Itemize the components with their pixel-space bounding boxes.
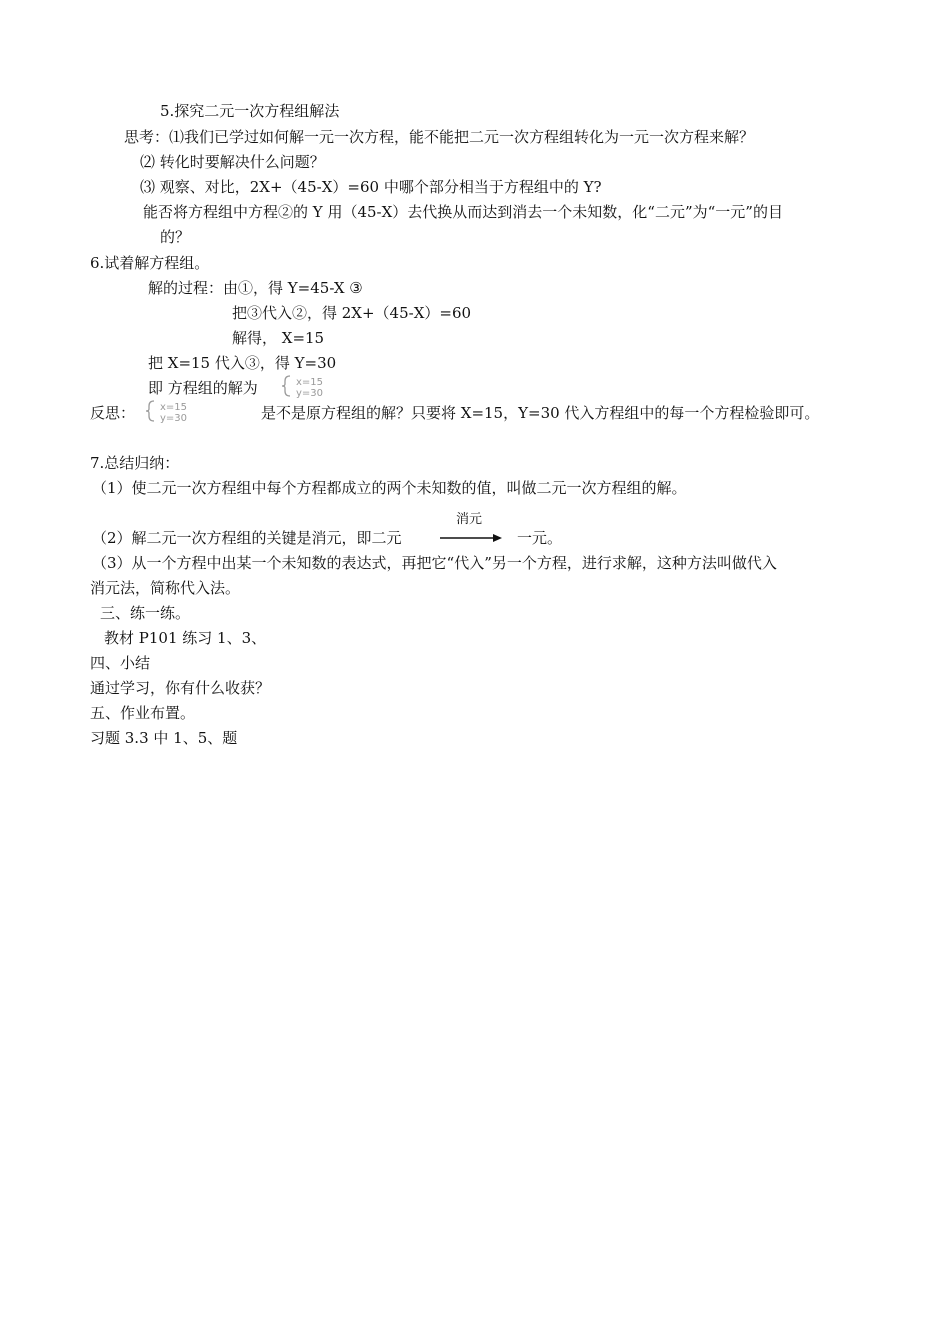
equation-system-image-1 <box>282 374 374 398</box>
equation-system-image-2 <box>146 399 242 423</box>
solution-step-4: 把 X=15 代入③，得 Y=30 <box>148 354 337 372</box>
summary-question: 通过学习，你有什么收获？ <box>90 679 271 697</box>
solution-y-2: y=30 <box>160 413 188 423</box>
homework-text: 习题 3.3 中 1、5、题 <box>90 729 238 747</box>
reflection-label: 反思： <box>90 404 136 422</box>
arrow-label: 消元 <box>456 512 483 527</box>
solution-result-label: 即 方程组的解为 <box>148 379 258 397</box>
solution-x-2: x=15 <box>160 402 188 413</box>
think-question-1: 思考：⑴我们已学过如何解一元一次方程，能不能把二元一次方程组转化为一元一次方程来解？ <box>124 128 755 146</box>
section-3-heading: 三、练一练。 <box>100 604 191 622</box>
section-7-heading: 7.总结归纳： <box>90 454 180 472</box>
summary-point-2-part-2: 一元。 <box>517 529 563 547</box>
section-4-heading: 四、小结 <box>90 654 151 672</box>
think-question-4: 能否将方程组中方程②的 Y 用（45-X）去代换从而达到消去一个未知数，化“二元”为“一元”的目 <box>143 203 783 221</box>
solution-y: y=30 <box>296 388 324 398</box>
summary-point-3-cont: 消元法，简称代入法。 <box>90 579 241 597</box>
summary-point-3: （3）从一个方程中出某一个未知数的表达式，再把它“代入”另一个方程，进行求解，这种方法叫做代入 <box>92 554 777 572</box>
practice-text: 教材 P101 练习 1、3、 <box>104 629 267 647</box>
solution-step-2: 把③代入②，得 2X+（45-X）=60 <box>232 304 472 322</box>
section-5-homework-heading: 五、作业布置。 <box>90 704 196 722</box>
solution-step-1: 解的过程：由①，得 Y=45-X ③ <box>148 279 363 297</box>
reflection-text: 是不是原方程组的解？只要将 X=15，Y=30 代入方程组中的每一个方程检验即可。 <box>261 404 820 422</box>
think-question-3: ⑶ 观察、对比，2X+（45-X）=60 中哪个部分相当于方程组中的 Y? <box>140 178 602 196</box>
section-5-heading: 5.探究二元一次方程组解法 <box>160 102 340 120</box>
solution-step-3: 解得， X=15 <box>232 329 325 347</box>
section-6-heading: 6.试着解方程组。 <box>90 254 210 272</box>
summary-point-1: （1）使二元一次方程组中每个方程都成立的两个未知数的值，叫做二元一次方程组的解。 <box>92 479 687 497</box>
summary-point-2-part-1: （2）解二元一次方程组的关键是消元，即二元 <box>92 529 402 547</box>
think-question-4-cont: 的？ <box>160 228 191 246</box>
think-question-2: ⑵ 转化时要解决什么问题？ <box>140 153 325 171</box>
solution-x: x=15 <box>296 377 324 388</box>
right-arrow-icon <box>440 531 504 545</box>
